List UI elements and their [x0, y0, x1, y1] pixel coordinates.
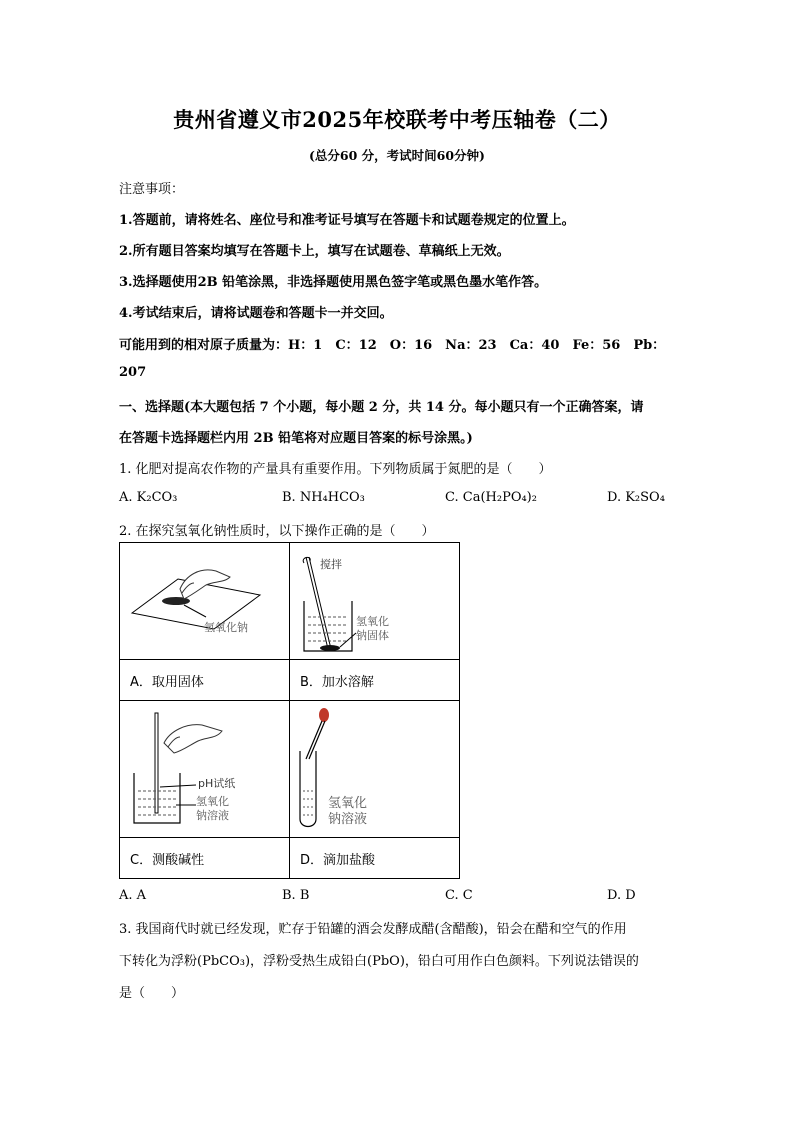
- figure-b-stir-label: 搅拌: [320, 558, 342, 571]
- ph-test-illustration: [120, 701, 279, 837]
- q1-option-c: C. Ca(H₂PO₄)₂: [445, 490, 537, 505]
- figure-a-caption: A．取用固体: [120, 660, 290, 701]
- q3-stem-line2: 下转化为浮粉(PbCO₃)，浮粉受热生成铅白(PbO)，铅白可用作白色颜料。下列说法错误的: [119, 954, 639, 969]
- section-heading: 一、选择题(本大题包括 7 个小题，每小题 2 分，共 14 分。每小题只有一个正确答案，请: [119, 400, 644, 415]
- atomic-mass-line-cont: 207: [119, 365, 147, 380]
- q1-option-b: B. NH₄HCO₃: [282, 490, 365, 505]
- atomic-mass-line: 可能用到的相对原子质量为：H：1 C：12 O：16 Na：23 Ca：40 Fe：56 Pb：: [119, 338, 666, 353]
- dissolve-illustration: [290, 543, 449, 659]
- figure-c-cell: [120, 701, 290, 838]
- figure-b-label-2: 钠固体: [356, 629, 389, 642]
- note-item: 2.所有题目答案均填写在答题卡上，填写在试题卷、草稿纸上无效。: [119, 244, 510, 259]
- figure-a-cell: [120, 543, 290, 660]
- note-item: 3.选择题使用2B 铅笔涂黑，非选择题使用黑色签字笔或黑色墨水笔作答。: [119, 275, 548, 290]
- exam-title: 贵州省遵义市2025年校联考中考压轴卷（二）: [173, 107, 621, 132]
- figure-c-label-2: 钠溶液: [196, 809, 229, 822]
- take-solid-illustration: [120, 543, 279, 659]
- figure-d-cell: [290, 701, 460, 838]
- figure-b-label-1: 氢氧化: [356, 615, 389, 628]
- q2-stem: 2. 在探究氢氧化钠性质时，以下操作正确的是（ ）: [119, 524, 435, 539]
- q1-option-a: A. K₂CO₃: [119, 490, 178, 505]
- q2-figure-table: [119, 542, 460, 879]
- section-heading-cont: 在答题卡选择题栏内用 2B 铅笔将对应题目答案的标号涂黑。): [119, 431, 473, 446]
- drop-acid-illustration: [290, 701, 449, 837]
- q2-option-b: B. B: [282, 888, 310, 903]
- q2-option-a: A. A: [119, 888, 147, 903]
- note-item: 4.考试结束后，请将试题卷和答题卡一并交回。: [119, 306, 393, 321]
- figure-d-label-1: 氢氧化: [328, 796, 368, 811]
- q1-option-d: D. K₂SO₄: [607, 490, 665, 505]
- figure-c-caption: C．测酸碱性: [120, 838, 290, 879]
- figure-b-cell: [290, 543, 460, 660]
- figure-b-caption: B．加水溶解: [290, 660, 460, 701]
- q1-stem: 1. 化肥对提高农作物的产量具有重要作用。下列物质属于氮肥的是（ ）: [119, 462, 552, 477]
- note-item: 1.答题前，请将姓名、座位号和准考证号填写在答题卡和试题卷规定的位置上。: [119, 213, 575, 228]
- figure-d-caption: D．滴加盐酸: [290, 838, 460, 879]
- figure-d-label-2: 钠溶液: [328, 812, 368, 827]
- q2-option-c: C. C: [445, 888, 473, 903]
- exam-subtitle: (总分60 分，考试时间60分钟): [309, 148, 485, 163]
- q3-stem-line3: 是（ ）: [119, 986, 185, 1001]
- notes-heading: 注意事项：: [119, 182, 185, 197]
- q3-stem-line1: 3. 我国商代时就已经发现，贮存于铅罐的酒会发酵成醋(含醋酸)，铅会在醋和空气的作用: [119, 922, 627, 937]
- figure-c-label-1: 氢氧化: [196, 795, 229, 808]
- figure-c-ph-label: pH试纸: [198, 777, 236, 790]
- q2-option-d: D. D: [607, 888, 636, 903]
- figure-a-label: 氢氧化钠: [204, 621, 248, 634]
